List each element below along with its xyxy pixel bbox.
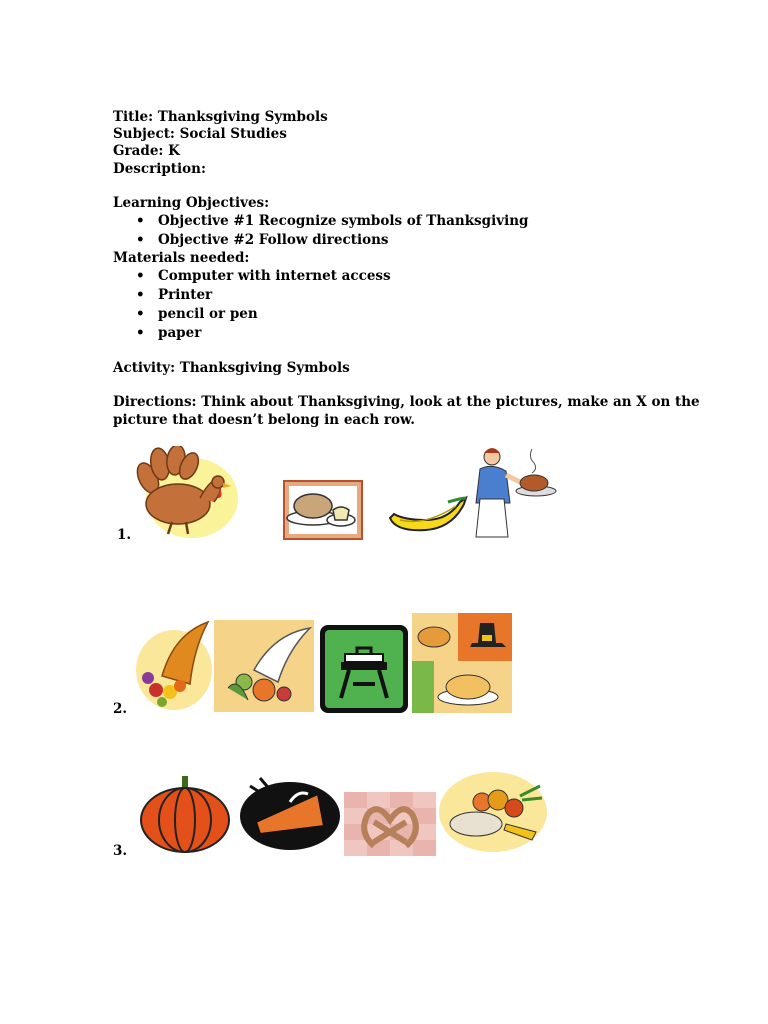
activity-line: Activity: Thanksgiving Symbols xyxy=(113,360,350,376)
pumpkin-pie-slice-icon[interactable] xyxy=(238,772,342,852)
objective-item: Objective #1 Recognize symbols of Thanksgiving xyxy=(158,213,529,229)
bullet-icon: • xyxy=(136,213,145,229)
bullet-icon: • xyxy=(136,268,145,284)
bullet-icon: • xyxy=(136,325,145,341)
directions-line-2: picture that doesn’t belong in each row. xyxy=(113,412,415,428)
pumpkin-icon[interactable] xyxy=(138,772,232,854)
picnic-table-icon[interactable] xyxy=(319,624,409,714)
banana-icon[interactable] xyxy=(386,494,470,534)
material-item: Computer with internet access xyxy=(158,268,391,284)
bullet-icon: • xyxy=(136,232,145,248)
cornucopia-harvest-icon[interactable] xyxy=(214,620,314,712)
lesson-grade: Grade: K xyxy=(113,143,180,159)
bullet-icon: • xyxy=(136,306,145,322)
lesson-subject: Subject: Social Studies xyxy=(113,126,287,142)
lesson-description: Description: xyxy=(113,161,206,177)
material-item: paper xyxy=(158,325,202,341)
bullet-icon: • xyxy=(136,287,145,303)
material-item: pencil or pen xyxy=(158,306,258,322)
woman-serving-turkey-icon[interactable] xyxy=(470,443,560,539)
material-item: Printer xyxy=(158,287,213,303)
row-number: 2. xyxy=(113,701,128,717)
roast-turkey-platter-icon[interactable] xyxy=(283,480,363,540)
objectives-heading: Learning Objectives: xyxy=(113,195,270,211)
lesson-title: Title: Thanksgiving Symbols xyxy=(113,109,328,125)
cornucopia-icon[interactable] xyxy=(134,614,214,712)
row-number: 1. xyxy=(117,527,132,543)
vegetable-harvest-icon[interactable] xyxy=(436,770,550,854)
pretzel-icon[interactable] xyxy=(344,792,436,856)
objective-item: Objective #2 Follow directions xyxy=(158,232,389,248)
directions-line-1: Directions: Think about Thanksgiving, look at the pictures, make an X on the xyxy=(113,394,700,410)
materials-heading: Materials needed: xyxy=(113,250,250,266)
row-number: 3. xyxy=(113,843,128,859)
pie-pilgrim-hat-turkey-icon[interactable] xyxy=(412,613,512,713)
turkey-icon[interactable] xyxy=(134,446,238,540)
